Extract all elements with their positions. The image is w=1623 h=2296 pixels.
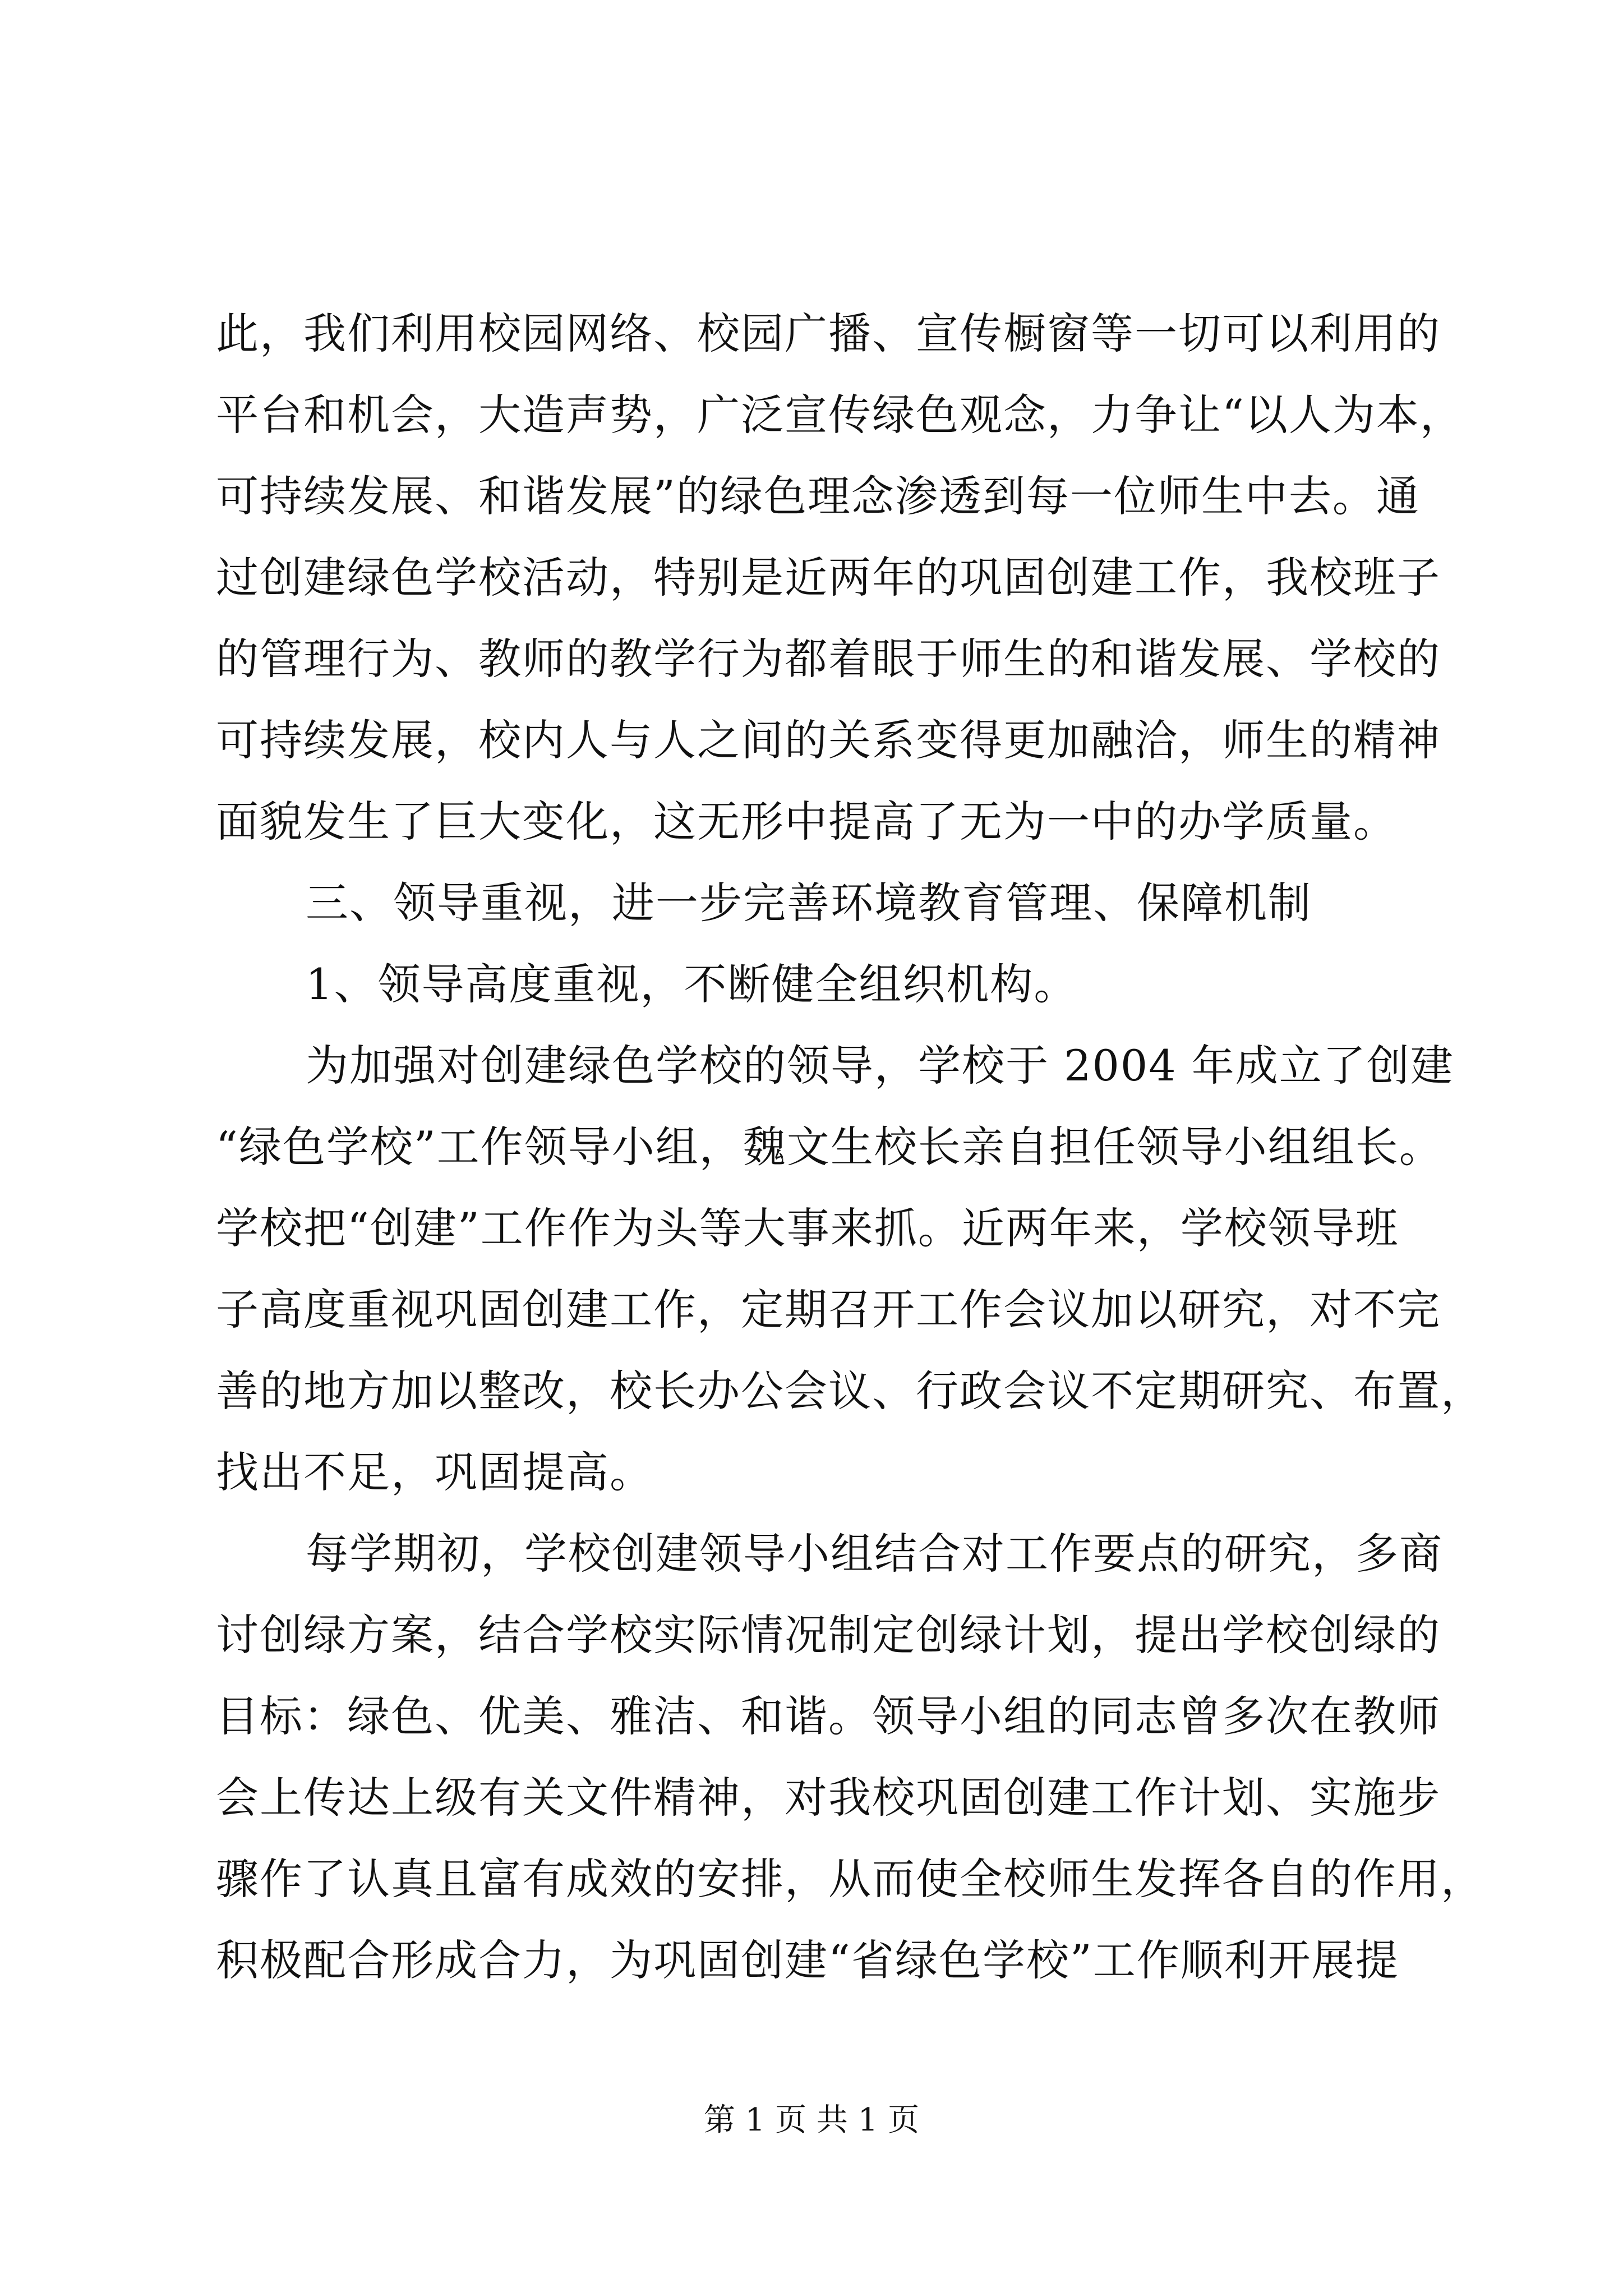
text-line-16: 每学期初，学校创建领导小组结合对工作要点的研究，多商 (306, 1529, 1443, 1579)
subsection-heading: 1、领导高度重视，不断健全组织机构。 (306, 959, 1078, 1009)
text-line-7: 面貌发生了巨大变化，这无形中提高了无为一中的办学质量。 (216, 797, 1397, 846)
page-footer: 第 1 页 共 1 页 (703, 2102, 920, 2138)
text-line-3: 可持续发展、和谐发展”的绿色理念渗透到每一位师生中去。通 (216, 471, 1420, 521)
section-heading: 三、领导重视，进一步完善环境教育管理、保障机制 (306, 878, 1312, 928)
text-line-18: 目标：绿色、优美、雅洁、和谐。领导小组的同志曾多次在教师 (216, 1691, 1441, 1741)
text-line-5: 的管理行为、教师的教学行为都着眼于师生的和谐发展、学校的 (216, 634, 1441, 684)
text-line-15: 找出不足，巩固提高。 (216, 1447, 653, 1497)
text-line-12: 学校把“创建”工作作为头等大事来抓。近两年来，学校领导班 (216, 1203, 1399, 1253)
text-line-19: 会上传达上级有关文件精神，对我校巩固创建工作计划、实施步 (216, 1773, 1441, 1823)
text-line-17: 讨创绿方案，结合学校实际情况制定创绿计划，提出学校创绿的 (216, 1610, 1441, 1660)
text-line-21: 积极配合形成合力，为巩固创建“省绿色学校”工作顺利开展提 (216, 1935, 1399, 1985)
text-line-13: 子高度重视巩固创建工作，定期召开工作会议加以研究，对不完 (216, 1285, 1441, 1335)
text-line-1: 此，我们利用校园网络、校园广播、宣传橱窗等一切可以利用的 (216, 309, 1441, 358)
text-line-11: “绿色学校”工作领导小组，魏文生校长亲自担任领导小组组长。 (216, 1122, 1443, 1172)
text-line-2: 平台和机会，大造声势，广泛宣传绿色观念，力争让“以人为本， (216, 390, 1464, 440)
text-line-14: 善的地方加以整改，校长办公会议、行政会议不定期研究、布置， (216, 1366, 1484, 1416)
text-line-20: 骤作了认真且富有成效的安排，从而使全校师生发挥各自的作用， (216, 1854, 1484, 1904)
text-line-10: 为加强对创建绿色学校的领导，学校于 2004 年成立了创建 (306, 1041, 1454, 1091)
text-line-6: 可持续发展，校内人与人之间的关系变得更加融洽，师生的精神 (216, 715, 1441, 765)
text-line-4: 过创建绿色学校活动，特别是近两年的巩固创建工作，我校班子 (216, 553, 1441, 602)
